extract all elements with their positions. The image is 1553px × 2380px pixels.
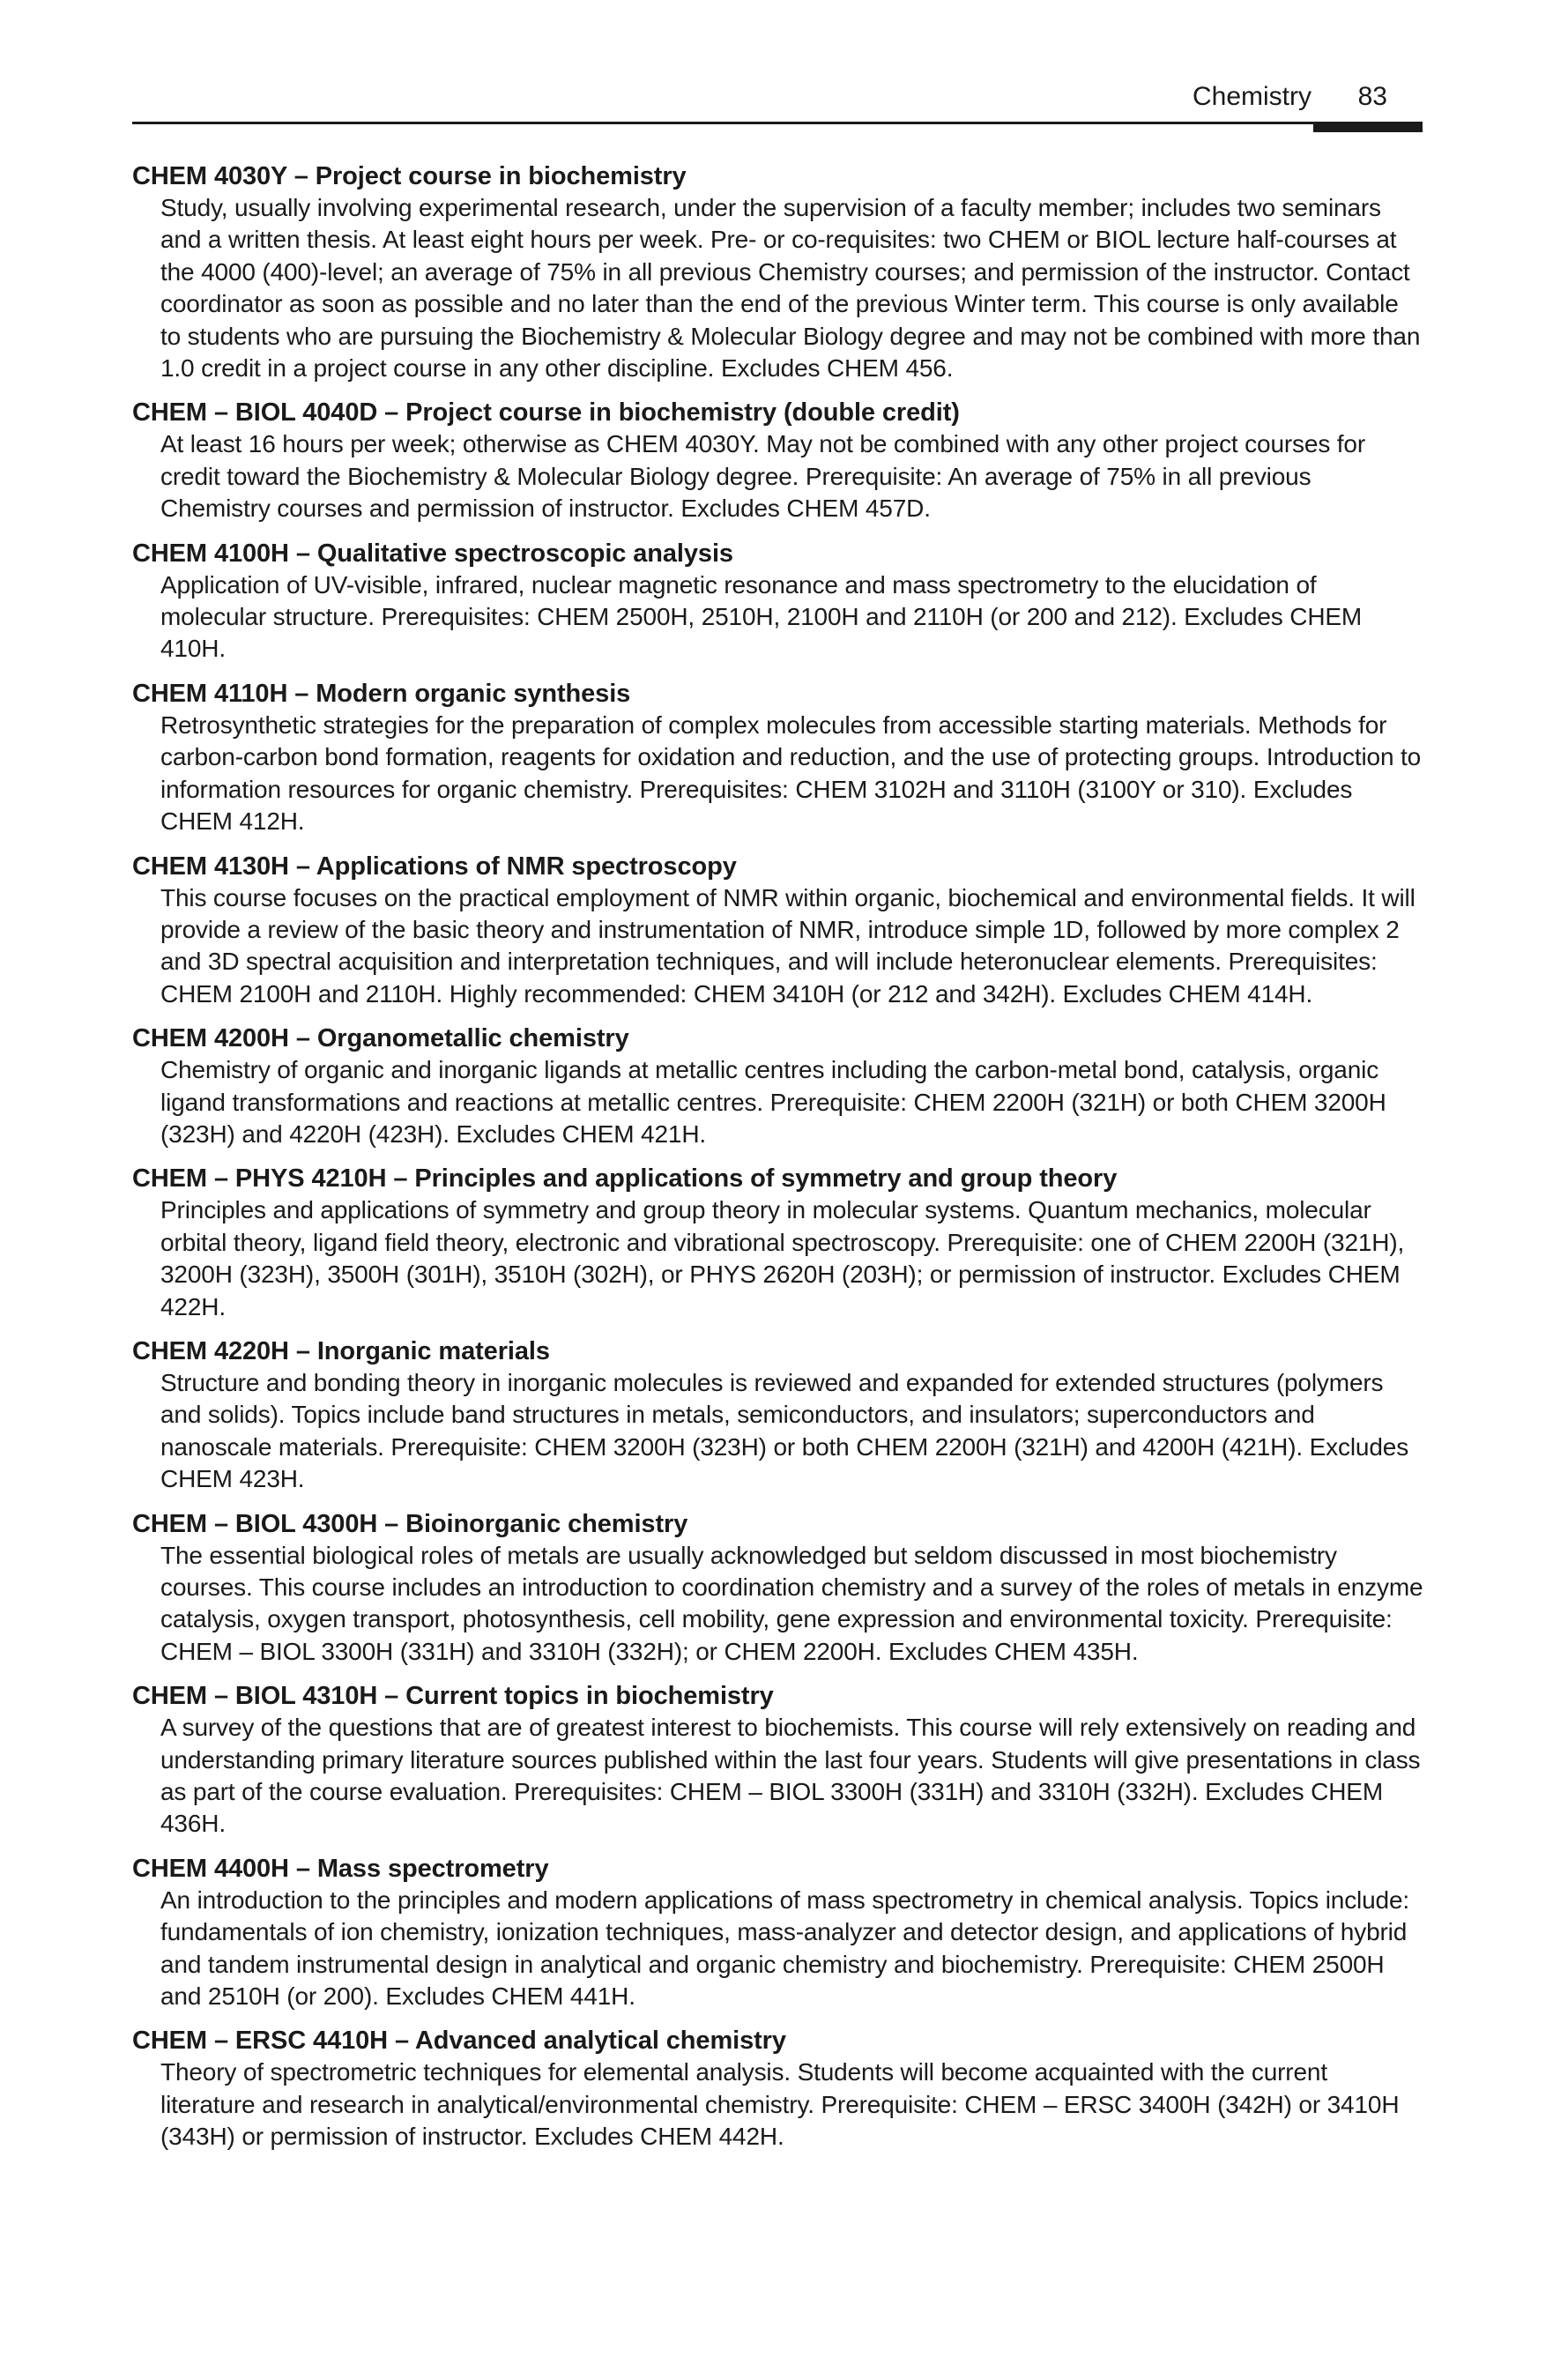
course-description: Retrosynthetic strategies for the preparation of complex molecules from accessible starting materials. Methods for carbon-carbon bond formation, reagents for oxidation and reduction, and the use of protecting groups. Introduction to information resources for organic chemistry. Prerequisites: CHEM 3102H and 3110H (3100Y or 310). Excludes CHEM 412H. <box>160 710 1422 836</box>
course-title: CHEM 4400H – Mass spectrometry <box>132 1854 549 1883</box>
course-description: Theory of spectrometric techniques for elemental analysis. Students will become acquainted with the current literature and research in analytical/environmental chemistry. Prerequisite: CHEM – ERSC 3400H (342H) or 3410H (343H) or permission of instructor. Excludes CHEM 442H. <box>160 2058 1400 2151</box>
course-description: Application of UV-visible, infrared, nuclear magnetic resonance and mass spectrometry to the elucidation of molecular structure. Prerequisites: CHEM 2500H, 2510H, 2100H and 2110H (or 200 and 212). Excludes CHEM 410H. <box>160 570 1363 663</box>
course-entry <box>132 1680 1424 1841</box>
course-description: Chemistry of organic and inorganic ligands at metallic centres including the carbon-metal bond, catalysis, organic ligand transformations and reactions at metallic centres. Prerequisite: CHEM 2200H (321H) or both CHEM 3200H (323H) and 4220H (423H). Excludes CHEM 421H. <box>160 1056 1386 1148</box>
course-title: CHEM – BIOL 4310H – Current topics in biochemistry <box>132 1682 774 1711</box>
course-title: CHEM 4030Y – Project course in biochemistry <box>132 162 687 190</box>
course-title: CHEM 4130H – Applications of NMR spectroscopy <box>132 852 737 881</box>
course-entry <box>132 1853 1424 2013</box>
course-description: Study, usually involving experimental research, under the supervision of a faculty member; includes two seminars and a written thesis. At least eight hours per week. Pre- or co-requisites: two CHEM or BIOL lecture half-courses at the 4000 (400)-level; an average of 75% in all previous Chemistry courses; and permission of the instructor. Contact coordinator as soon as possible and no later than the end of the previous Winter term. This course is only available to students who are pursuing the Biochemistry & Molecular Biology degree and may not be combined with more than 1.0 credit in a project course in any other discipline. Excludes CHEM 456. <box>160 194 1421 383</box>
course-entry <box>132 1163 1424 1323</box>
course-entry <box>132 2025 1424 2153</box>
course-entry <box>132 538 1424 666</box>
page-header <box>132 78 1423 130</box>
header-tab-marker <box>1313 122 1423 132</box>
course-title: CHEM 4110H – Modern organic synthesis <box>132 679 631 708</box>
course-description: An introduction to the principles and modern applications of mass spectrometry in chemical analysis. Topics include: fundamentals of ion chemistry, ionization techniques, mass-analyzer and detector design, and applications of hybrid and tandem instrumental design in analytical and organic chemistry and biochemistry. Prerequisite: CHEM 2500H and 2510H (or 200). Excludes CHEM 441H. <box>160 1885 1410 2011</box>
course-list <box>132 160 1424 2166</box>
course-entry <box>132 1023 1424 1150</box>
course-entry <box>132 397 1424 524</box>
course-entry <box>132 851 1424 1011</box>
course-description: Principles and applications of symmetry and group theory in molecular systems. Quantum mechanics, molecular orbital theory, ligand field theory, electronic and vibrational spectroscopy. Prerequisite: one of CHEM 2200H (321H), 3200H (323H), 3500H (301H), 3510H (302H), or PHYS 2620H (203H); or permission of instructor. Excludes CHEM 422H. <box>160 1196 1405 1320</box>
course-description: At least 16 hours per week; otherwise as CHEM 4030Y. May not be combined with any other project courses for credit toward the Biochemistry & Molecular Biology degree. Prerequisite: An average of 75% in all previous Chemistry courses and permission of instructor. Excludes CHEM 457D. <box>160 430 1366 523</box>
course-entry <box>132 678 1424 838</box>
course-title: CHEM – ERSC 4410H – Advanced analytical chemistry <box>132 2027 786 2056</box>
header-rule <box>132 122 1423 124</box>
course-entry <box>132 1508 1424 1669</box>
course-title: CHEM 4100H – Qualitative spectroscopic analysis <box>132 539 733 568</box>
section-title: Chemistry <box>1192 82 1312 111</box>
course-description: This course focuses on the practical employment of NMR within organic, biochemical and environmental fields. It will provide a review of the basic theory and instrumentation of NMR, introduce simple 1D, followed by more complex 2 and 3D spectral acquisition and interpretation techniques, and will include heteronuclear elements. Prerequisites: CHEM 2100H and 2110H. Highly recommended: CHEM 3410H (or 212 and 342H). Excludes CHEM 414H. <box>160 883 1416 1008</box>
course-description: A survey of the questions that are of greatest interest to biochemists. This course will rely extensively on reading and understanding primary literature sources published within the last four years. Students will give presentations in class as part of the course evaluation. Prerequisites: CHEM – BIOL 3300H (331H) and 3310H (332H). Excludes CHEM 436H. <box>160 1714 1421 1838</box>
course-title: CHEM – PHYS 4210H – Principles and applications of symmetry and group theory <box>132 1164 1118 1194</box>
course-entry <box>132 1335 1424 1496</box>
course-title: CHEM – BIOL 4300H – Bioinorganic chemistry <box>132 1509 688 1538</box>
course-title: CHEM 4200H – Organometallic chemistry <box>132 1024 629 1053</box>
course-description: The essential biological roles of metals are usually acknowledged but seldom discussed in most biochemistry courses. This course includes an introduction to coordination chemistry and a survey of the roles of metals in enzyme catalysis, oxygen transport, photosynthesis, cell mobility, gene expression and environmental toxicity. Prerequisite: CHEM – BIOL 3300H (331H) and 3310H (332H); or CHEM 2200H. Excludes CHEM 435H. <box>160 1541 1423 1665</box>
course-entry <box>132 160 1424 384</box>
course-title: CHEM 4220H – Inorganic materials <box>132 1336 550 1365</box>
course-description: Structure and bonding theory in inorganic molecules is reviewed and expanded for extended structures (polymers and solids). Topics include band structures in metals, semiconductors, and insulators; superconductors and nanoscale materials. Prerequisite: CHEM 3200H (323H) or both CHEM 2200H (321H) and 4200H (421H). Excludes CHEM 423H. <box>160 1368 1409 1493</box>
page-number: 83 <box>1357 82 1387 111</box>
course-title: CHEM – BIOL 4040D – Project course in biochemistry (double credit) <box>132 398 960 428</box>
